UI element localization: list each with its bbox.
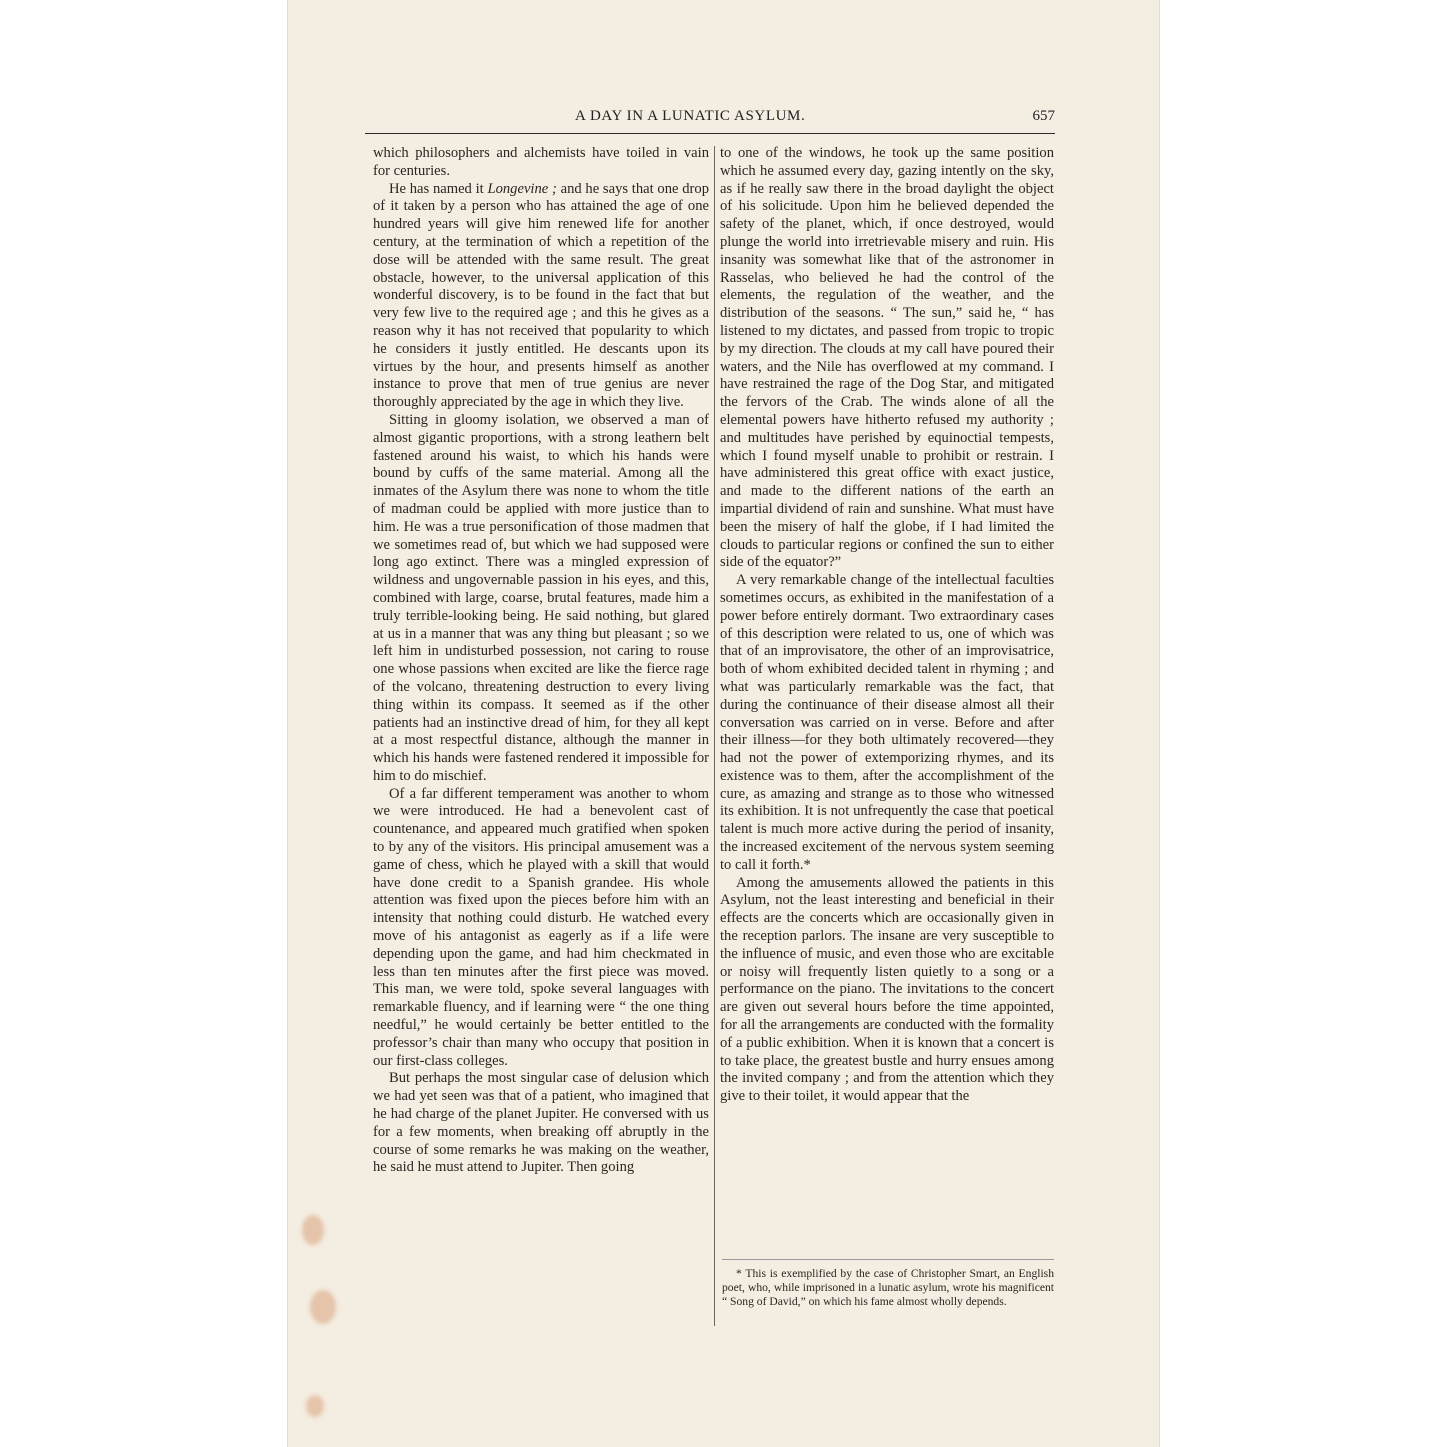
column-divider [714,146,715,1326]
page-header [365,104,1055,134]
paragraph: Among the amusements allowed the patients in this Asylum, not the least interesting and beneficial in their effects are the concerts which are occasionally given in the reception parlors. The insane are very susceptible to the influence of music, and even those who are excitable or noisy will frequently listen quietly to a song or a performance on the piano. The invitations to the concert are given out several hours before the time appointed, for all the arrangements are conducted with the formality of a public exhibition. When it is known that a concert is to take place, the greatest bustle and hurry ensues among the invited company ; and from the attention which they give to their toilet, it would appear that the [720,874,1054,1105]
page-number: 657 [1032,108,1055,124]
right-column [720,145,1054,1106]
text-run: and he says that one drop of it taken by a person who has attained the age of one hundred years will give him renewed life for another century, at the termination of which a repetition of the dose will be attended with the same result. The great obstacle, however, to the universal application of this wonderful discovery, is to be found in the fact that but very few live to the required age ; and this he gives as a reason why it has not received that popularity to which he considers it justly entitled. He descants upon its virtues by the hour, and presents himself as another instance to prove that men of true genius are never thoroughly appreciated by the age in which they live. [373,180,709,411]
paragraph: A very remarkable change of the intellectual faculties sometimes occurs, as exhibited in the manifestation of a power before entirely dormant. Two extraordinary cases of this description were related to us, one of which was that of an improvisatore, the other of an improvisatrice, both of whom exhibited decided talent in rhyming ; and what was particularly remarkable was the fact, that during the continuance of their disease almost all their conversation was carried on in verse. Before and after their illness—for they both ultimately recovered—they had not the power of extemporizing rhymes, and its existence was to them, after the accomplishment of the cure, as amazing and strange as to those who witnessed its exhibition. It is not unfrequently the case that poetical talent is much more active during the period of insanity, the increased excitement of the nervous system seeming to call it forth.* [720,572,1054,873]
paragraph: to one of the windows, he took up the same position which he assumed every day, gazing intently on the sky, as if he really saw there in the broad daylight the object of his solicitude. Upon him he believed depended the safety of the planet, which, if once destroyed, would plunge the world into irretrievable misery and ruin. His insanity was somewhat like that of the astronomer in Rasselas, who believed he had the control of the elements, the regulation of the weather, and the distribution of the seasons. “ The sun,” said he, “ has listened to my dictates, and passed from tropic to tropic by my direction. The clouds at my call have poured their waters, and the Nile has overflowed at my command. I have restrained the rage of the Dog Star, and mitigated the fervors of the Crab. The winds alone of all the elemental powers have hitherto refused my authority ; and multitudes have perished by equinoctial tempests, which I found myself unable to prohibit or restrain. I have administered this great office with exact justice, and made to the different nations of the earth an impartial dividend of rain and sunshine. What must have been the misery of half the globe, if I had limited the clouds to particular regions or confined the sun to either side of the equator?” [720,145,1054,571]
paragraph: which philosophers and alchemists have toiled in vain for centuries. [373,145,709,179]
left-column [373,145,709,1177]
foxing-spot [306,1395,324,1417]
paragraph [373,181,709,412]
foxing-spot [310,1290,336,1324]
paragraph: Of a far different temperament was another to whom we were introduced. He had a benevolent cast of countenance, and appeared much gratified when spoken to by any of the visitors. His principal amusement was a game of chess, which he played with a skill that would have done credit to a Spanish grandee. His whole attention was fixed upon the pieces before him with an intensity that nothing could disturb. He watched every move of his antagonist as eagerly as if a life were depending upon the game, and had him checkmated in less than ten minutes after the first piece was moved. This man, we were told, spoke several languages with remarkable fluency, and if learning were “ the one thing needful,” he would certainly be better entitled to the professor’s chair than many who occupy that position in our first-class colleges. [373,785,709,1069]
paragraph: Sitting in gloomy isolation, we observed a man of almost gigantic proportions, with a strong leathern belt fastened around his waist, to which his hands were bound by cuffs of the same material. Among all the inmates of the Asylum there was none to whom the title of madman could be applied with more justice than to him. He was a true personification of those madmen that we sometimes read of, but which we had supposed were long ago extinct. There was a mingled expression of wildness and ungovernable passion in his eyes, and this, combined with large, coarse, brutal features, made him a truly terrible-looking being. He said nothing, but glared at us in a manner that was any thing but pleasant ; so we left him in undisturbed possession, not caring to rouse one whose passions when excited are like the fierce rage of the volcano, threatening destruction to every living thing within its compass. It seemed as if the other patients had an instinctive dread of him, for they all kept at a most respectful distance, although the manner in which his hands were fastened rendered it impossible for him to do mischief. [373,411,709,784]
text-run: He has named it [389,180,488,197]
footnote-text: * This is exemplified by the case of Christopher Smart, an English poet, who, while imprisoned in a lunatic asylum, wrote his magnificent “ Song of David,” on which his fame almost wholly depends. [722,1267,1054,1309]
footnote-rule [722,1259,1054,1260]
foxing-spot [302,1215,324,1245]
italic-term: Longevine ; [487,180,557,197]
footnote [722,1267,1054,1310]
paragraph: But perhaps the most singular case of delusion which we had yet seen was that of a patient, who imagined that he had charge of the planet Jupiter. He conversed with us for a few moments, when breaking off abruptly in the course of some remarks he was making on the weather, he said he must attend to Jupiter. Then going [373,1070,709,1176]
running-title: A DAY IN A LUNATIC ASYLUM. [575,108,806,124]
